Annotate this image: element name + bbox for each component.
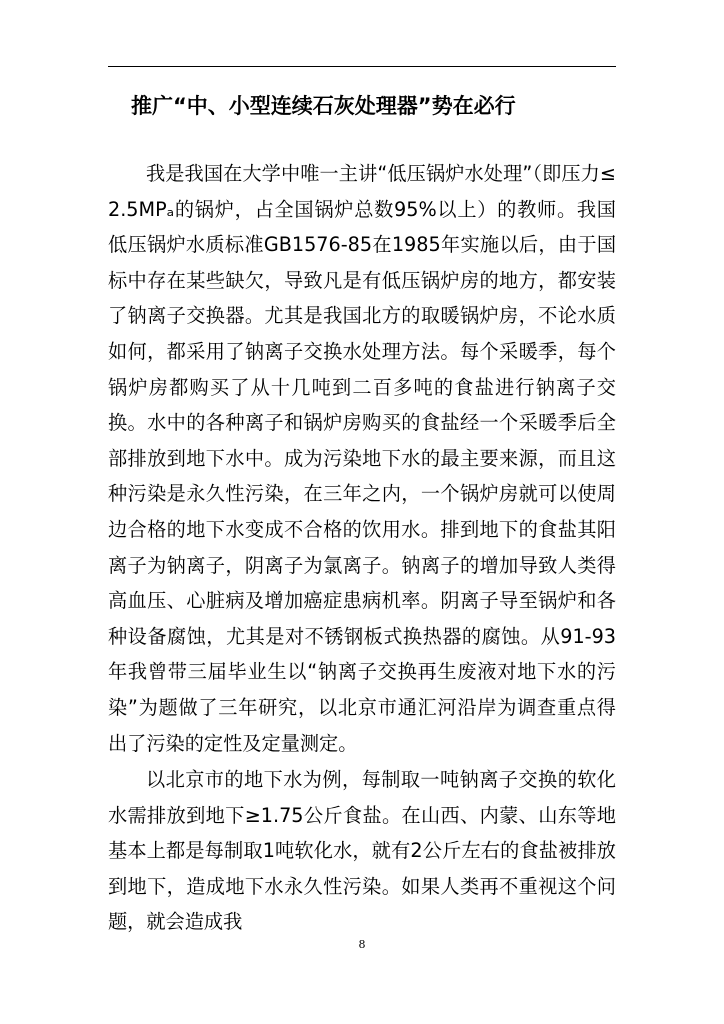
paragraph-2: 以北京市的地下水为例，每制取一吨钠离子交换的软化水需排放到地下≥1.75公斤食盐。在山西、内蒙、山东等地基本上都是每制取1吨软化水，就有2公斤左右的食盐被排放到地下，造成地下水永久性污染。如果人类再不重视这个问题，就会造成我 (108, 768, 616, 934)
paragraph-1: 我是我国在大学中唯一主讲“低压锅炉水处理”（即压力≤2.5MPₐ的锅炉，占全国锅炉总数95%以上）的教师。我国低压锅炉水质标准GB1576-85在1985年实施以后，由于国标中存在某些缺欠，导致凡是有低压锅炉房的地方，都安装了钠离子交换器。尤其是我国北方的取暖锅炉房，不论水质如何，都采用了钠离子交换水处理方法。每个采暖季，每个锅炉房都购买了从十几吨到二百多吨的食盐进行钠离子交换。水中的各种离子和锅炉房购买的食盐经一个采暖季后全部排放到地下水中。成为污染地下水的最主要来源，而且这种污染是永久性污染，在三年之内，一个锅炉房就可以使周边合格的地下水变成不合格的饮用水。排到地下的食盐其阳离子为钠离子，阴离子为氯离子。钠离子的增加导致人类得高血压、心脏病及增加癌症患病机率。阴离子导至锅炉和各种设备腐蚀，尤其是对不锈钢板式换热器的腐蚀。从91-93年我曾带三届毕业生以“钠离子交换再生废液对地下水的污染”为题做了三年研究，以北京市通汇河沿岸为调查重点得出了污染的定性及定量测定。 (108, 162, 616, 755)
document-title: 推广“中、小型连续石灰处理器”势在必行 (131, 94, 516, 118)
header-rule (108, 66, 616, 67)
page-number: 8 (358, 938, 366, 951)
